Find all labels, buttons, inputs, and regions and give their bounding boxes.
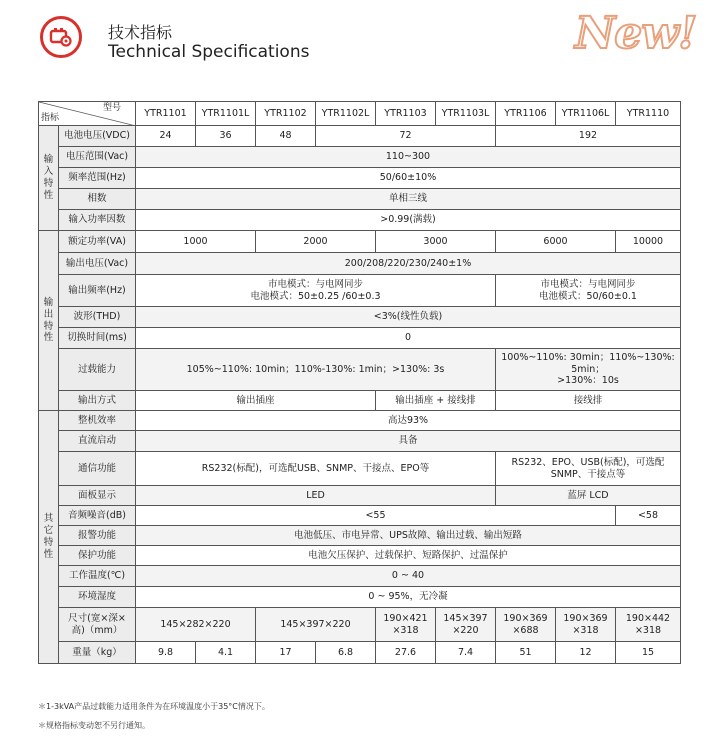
model-header: YTR1102	[256, 102, 316, 126]
table-cell: 100%~110%: 30min；110%~130%: 5min； >130%：10s	[496, 349, 681, 391]
model-header: YTR1110	[616, 102, 681, 126]
row-label: 电压范围(Vac)	[59, 147, 136, 168]
model-header: YTR1101L	[196, 102, 256, 126]
row-label: 电池电压(VDC)	[59, 126, 136, 147]
table-cell: 105%~110%: 10min；110%-130%: 1min；>130%: 3s	[136, 349, 496, 391]
corner-model-label: 型号	[102, 103, 121, 113]
new-badge: New!	[575, 8, 697, 59]
row-label: 波形(THD)	[59, 307, 136, 328]
table-cell: 51	[496, 642, 556, 664]
row-label: 输出电压(Vac)	[59, 253, 136, 275]
header-row	[39, 102, 681, 126]
table-cell: 7.4	[436, 642, 496, 664]
footnote-disclaimer: ＊规格指标变动恕不另行通知。	[38, 721, 150, 730]
corner-cell	[39, 102, 136, 126]
corner-index-label: 指标	[41, 113, 60, 124]
row-label: 输出频率(Hz)	[59, 275, 136, 307]
table-cell: 接线排	[496, 391, 681, 411]
table-cell: 190×369 ×318	[556, 608, 616, 642]
table-row	[39, 210, 681, 231]
row-label: 音频噪音(dB)	[59, 506, 136, 526]
row-label: 额定功率(VA)	[59, 231, 136, 253]
table-row	[39, 506, 681, 526]
table-cell: 48	[256, 126, 316, 147]
table-row	[39, 431, 681, 452]
row-label: 直流启动	[59, 431, 136, 452]
model-header: YTR1101	[136, 102, 196, 126]
row-label: 面板显示	[59, 486, 136, 506]
table-cell: 6000	[496, 231, 616, 253]
table-cell: >0.99(满载)	[136, 210, 681, 231]
table-row	[39, 566, 681, 587]
table-row	[39, 147, 681, 168]
row-label: 输出方式	[59, 391, 136, 411]
table-cell: 电池欠压保护、过载保护、短路保护、过温保护	[136, 546, 681, 566]
table-cell: 190×421 ×318	[376, 608, 436, 642]
model-header: YTR1106L	[556, 102, 616, 126]
table-cell: 6.8	[316, 642, 376, 664]
title-chinese: 技术指标	[108, 23, 173, 42]
table-cell: 单相三线	[136, 189, 681, 210]
group-output-label: 输 出 特 性	[39, 231, 59, 411]
row-label: 过载能力	[59, 349, 136, 391]
table-cell: 0	[136, 328, 681, 349]
table-row	[39, 307, 681, 328]
table-cell: 50/60±10%	[136, 168, 681, 189]
table-row	[39, 452, 681, 486]
table-cell: 0 ~ 40	[136, 566, 681, 587]
table-cell: 1000	[136, 231, 256, 253]
table-cell: 145×282×220	[136, 608, 256, 642]
table-cell: 12	[556, 642, 616, 664]
table-cell: 3000	[376, 231, 496, 253]
table-row	[39, 391, 681, 411]
spec-table	[38, 101, 681, 664]
model-header: YTR1103	[376, 102, 436, 126]
group-other-label: 其 它 特 性	[39, 411, 59, 664]
table-cell: 192	[496, 126, 681, 147]
table-cell: 145×397×220	[256, 608, 376, 642]
table-cell: LED	[136, 486, 496, 506]
table-cell: 输出插座 + 接线排	[376, 391, 496, 411]
table-cell: RS232、EPO、USB(标配)，可选配 SNMP、干接点等	[496, 452, 681, 486]
table-row	[39, 526, 681, 546]
table-cell: 190×442 ×318	[616, 608, 681, 642]
table-cell: 4.1	[196, 642, 256, 664]
table-cell: 10000	[616, 231, 681, 253]
row-label: 报警功能	[59, 526, 136, 546]
row-label: 重量（kg）	[59, 642, 136, 664]
battery-gear-icon	[40, 16, 82, 58]
table-cell: 145×397 ×220	[436, 608, 496, 642]
page-header	[0, 0, 708, 90]
table-cell: 市电模式：与电网同步 电池模式：50/60±0.1	[496, 275, 681, 307]
table-cell: 200/208/220/230/240±1%	[136, 253, 681, 275]
group-input-label: 输 入 特 性	[39, 126, 59, 231]
table-row	[39, 642, 681, 664]
table-row	[39, 126, 681, 147]
table-cell: RS232(标配)，可选配USB、SNMP、干接点、EPO等	[136, 452, 496, 486]
table-cell: 具备	[136, 431, 681, 452]
table-cell: 190×369 ×688	[496, 608, 556, 642]
table-cell: 36	[196, 126, 256, 147]
table-cell: 9.8	[136, 642, 196, 664]
table-cell: 27.6	[376, 642, 436, 664]
row-label: 保护功能	[59, 546, 136, 566]
title-english: Technical Specifications	[108, 42, 310, 62]
table-row	[39, 231, 681, 253]
table-row	[39, 189, 681, 210]
table-row	[39, 587, 681, 608]
table-cell: <3%(线性负载)	[136, 307, 681, 328]
table-cell: 110~300	[136, 147, 681, 168]
table-cell: 输出插座	[136, 391, 376, 411]
model-header: YTR1102L	[316, 102, 376, 126]
table-cell: 2000	[256, 231, 376, 253]
table-row	[39, 486, 681, 506]
table-cell: 电池低压、市电异常、UPS故障、输出过载、输出短路	[136, 526, 681, 546]
table-row	[39, 608, 681, 642]
row-label: 输入功率因数	[59, 210, 136, 231]
row-label: 频率范围(Hz)	[59, 168, 136, 189]
table-cell: 24	[136, 126, 196, 147]
row-label: 整机效率	[59, 411, 136, 431]
table-cell: 0 ~ 95%，无冷凝	[136, 587, 681, 608]
footnote-overload: ＊1-3kVA产品过载能力适用条件为在环境温度小于35°C情况下。	[38, 702, 270, 711]
table-row	[39, 275, 681, 307]
row-label: 尺寸(宽×深× 高)（mm）	[59, 608, 136, 642]
row-label: 相数	[59, 189, 136, 210]
table-row	[39, 546, 681, 566]
row-label: 切换时间(ms)	[59, 328, 136, 349]
table-cell: 高达93%	[136, 411, 681, 431]
row-label: 环境湿度	[59, 587, 136, 608]
table-row	[39, 349, 681, 391]
model-header: YTR1103L	[436, 102, 496, 126]
table-row	[39, 411, 681, 431]
table-row	[39, 253, 681, 275]
model-header: YTR1106	[496, 102, 556, 126]
row-label: 工作温度(℃)	[59, 566, 136, 587]
row-label: 通信功能	[59, 452, 136, 486]
table-cell: <55	[136, 506, 616, 526]
table-cell: <58	[616, 506, 681, 526]
footnotes	[38, 697, 270, 735]
table-cell: 17	[256, 642, 316, 664]
table-cell: 15	[616, 642, 681, 664]
table-cell: 72	[316, 126, 496, 147]
table-cell: 市电模式：与电网同步 电池模式：50±0.25 /60±0.3	[136, 275, 496, 307]
table-row	[39, 328, 681, 349]
table-cell: 蓝屏 LCD	[496, 486, 681, 506]
table-row	[39, 168, 681, 189]
